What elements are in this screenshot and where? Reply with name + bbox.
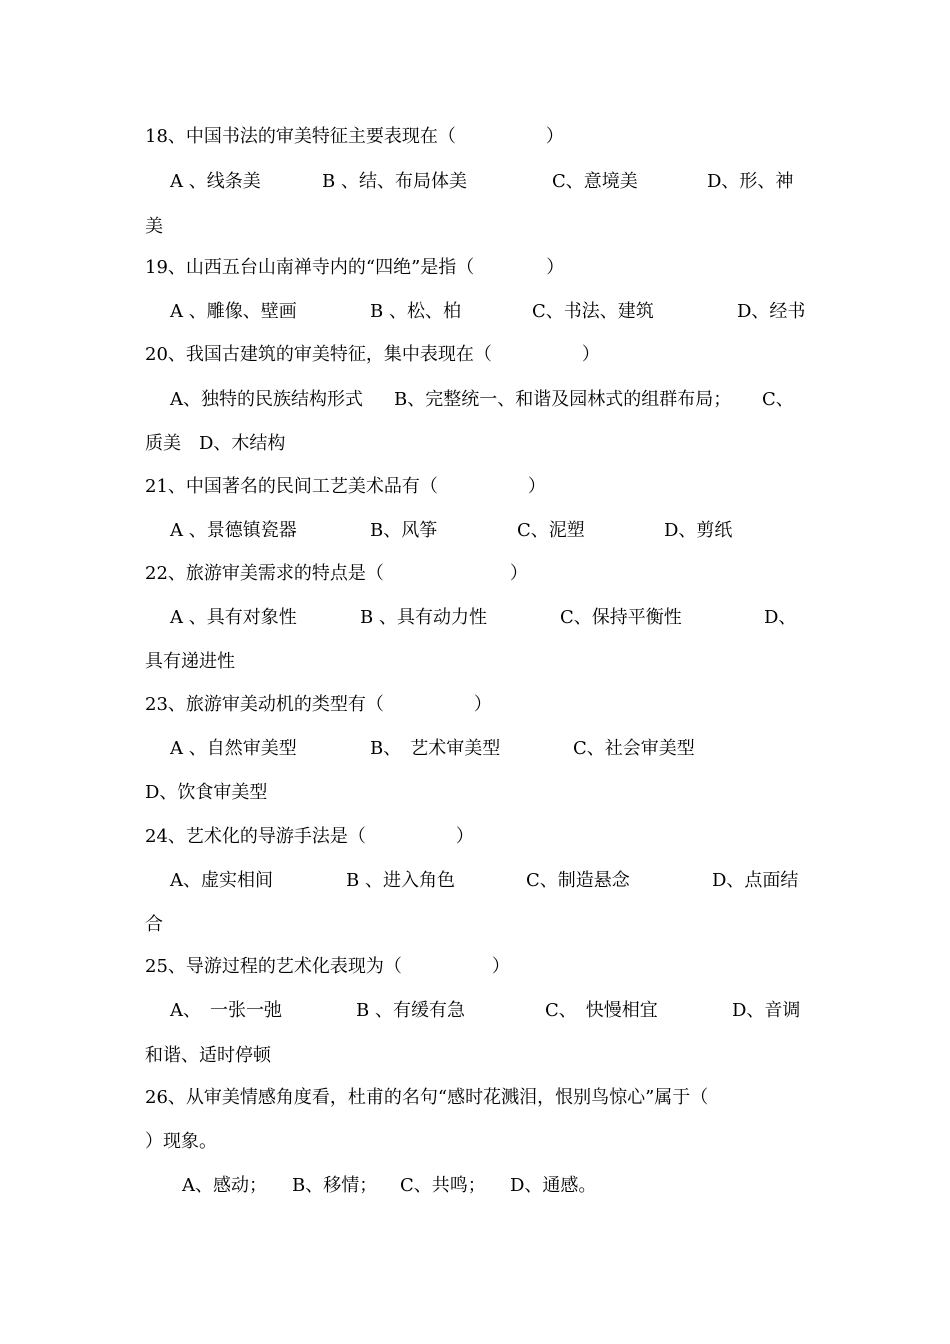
question-26-option-a: A、感动；	[182, 1175, 267, 1196]
question-18-continuation: 美	[145, 216, 163, 237]
question-20-option-b: B、完整统一、和谐及园林式的组群布局；	[394, 389, 732, 410]
question-25-stem: 25、导游过程的艺术化表现为（ ）	[145, 956, 510, 977]
question-22-continuation: 具有递进性	[145, 651, 235, 672]
question-18-option-b: B 、结、布局体美	[322, 171, 467, 192]
question-22-option-b: B 、具有动力性	[360, 607, 487, 628]
question-19-option-c: C、书法、建筑	[532, 301, 654, 322]
question-20-stem: 20、我国古建筑的审美特征，集中表现在（ ）	[145, 344, 600, 365]
question-26-option-d: D、通感。	[510, 1175, 597, 1196]
question-25-option-d: D、音调	[732, 1000, 801, 1021]
question-25-option-c: C、 快慢相宜	[545, 1000, 658, 1021]
question-21-option-a: A 、景德镇瓷器	[170, 520, 297, 541]
question-24-option-c: C、制造悬念	[526, 870, 630, 891]
question-22-option-d: D、	[764, 607, 797, 628]
question-23-stem: 23、旅游审美动机的类型有（ ）	[145, 694, 492, 715]
question-23-option-a: A 、自然审美型	[170, 738, 297, 759]
question-21-option-d: D、剪纸	[664, 520, 733, 541]
question-20-continuation: 质美 D、木结构	[145, 433, 286, 454]
question-24-stem: 24、艺术化的导游手法是（ ）	[145, 826, 474, 847]
question-21-option-b: B、风筝	[370, 520, 438, 541]
question-26-stem: 26、从审美情感角度看，杜甫的名句“感时花溅泪，恨别鸟惊心”属于（	[145, 1087, 709, 1108]
question-24-continuation: 合	[145, 914, 163, 935]
question-22-stem: 22、旅游审美需求的特点是（ ）	[145, 563, 528, 584]
question-24-option-b: B 、进入角色	[346, 870, 455, 891]
question-21-stem: 21、中国著名的民间工艺美术品有（ ）	[145, 476, 546, 497]
question-23-option-c: C、社会审美型	[573, 738, 695, 759]
question-23-option-b: B、 艺术审美型	[370, 738, 501, 759]
question-23-continuation: D、饮食审美型	[145, 782, 268, 803]
question-21-option-c: C、泥塑	[517, 520, 585, 541]
question-26-continuation: ）现象。	[145, 1131, 217, 1152]
question-26-option-c: C、共鸣；	[400, 1175, 486, 1196]
question-24-option-a: A、虚实相间	[170, 870, 273, 891]
question-18-option-d: D、形、神	[707, 171, 794, 192]
question-22-option-c: C、保持平衡性	[560, 607, 682, 628]
question-24-option-d: D、点面结	[712, 870, 799, 891]
question-18-stem: 18、中国书法的审美特征主要表现在（ ）	[145, 126, 564, 147]
question-25-option-a: A、 一张一弛	[170, 1000, 282, 1021]
question-19-option-a: A 、雕像、壁画	[170, 301, 297, 322]
question-20-option-c: C、	[762, 389, 794, 410]
question-18-option-c: C、意境美	[552, 171, 638, 192]
question-25-continuation: 和谐、适时停顿	[145, 1045, 271, 1066]
question-19-option-d: D、经书	[737, 301, 806, 322]
question-20-option-a: A、独特的民族结构形式	[170, 389, 363, 410]
question-25-option-b: B 、有缓有急	[356, 1000, 465, 1021]
question-19-stem: 19、山西五台山南禅寺内的“四绝”是指（ ）	[145, 257, 565, 278]
question-26-option-b: B、移情；	[292, 1175, 378, 1196]
question-19-option-b: B 、松、柏	[370, 301, 461, 322]
question-18-option-a: A 、线条美	[170, 171, 261, 192]
question-22-option-a: A 、具有对象性	[170, 607, 297, 628]
